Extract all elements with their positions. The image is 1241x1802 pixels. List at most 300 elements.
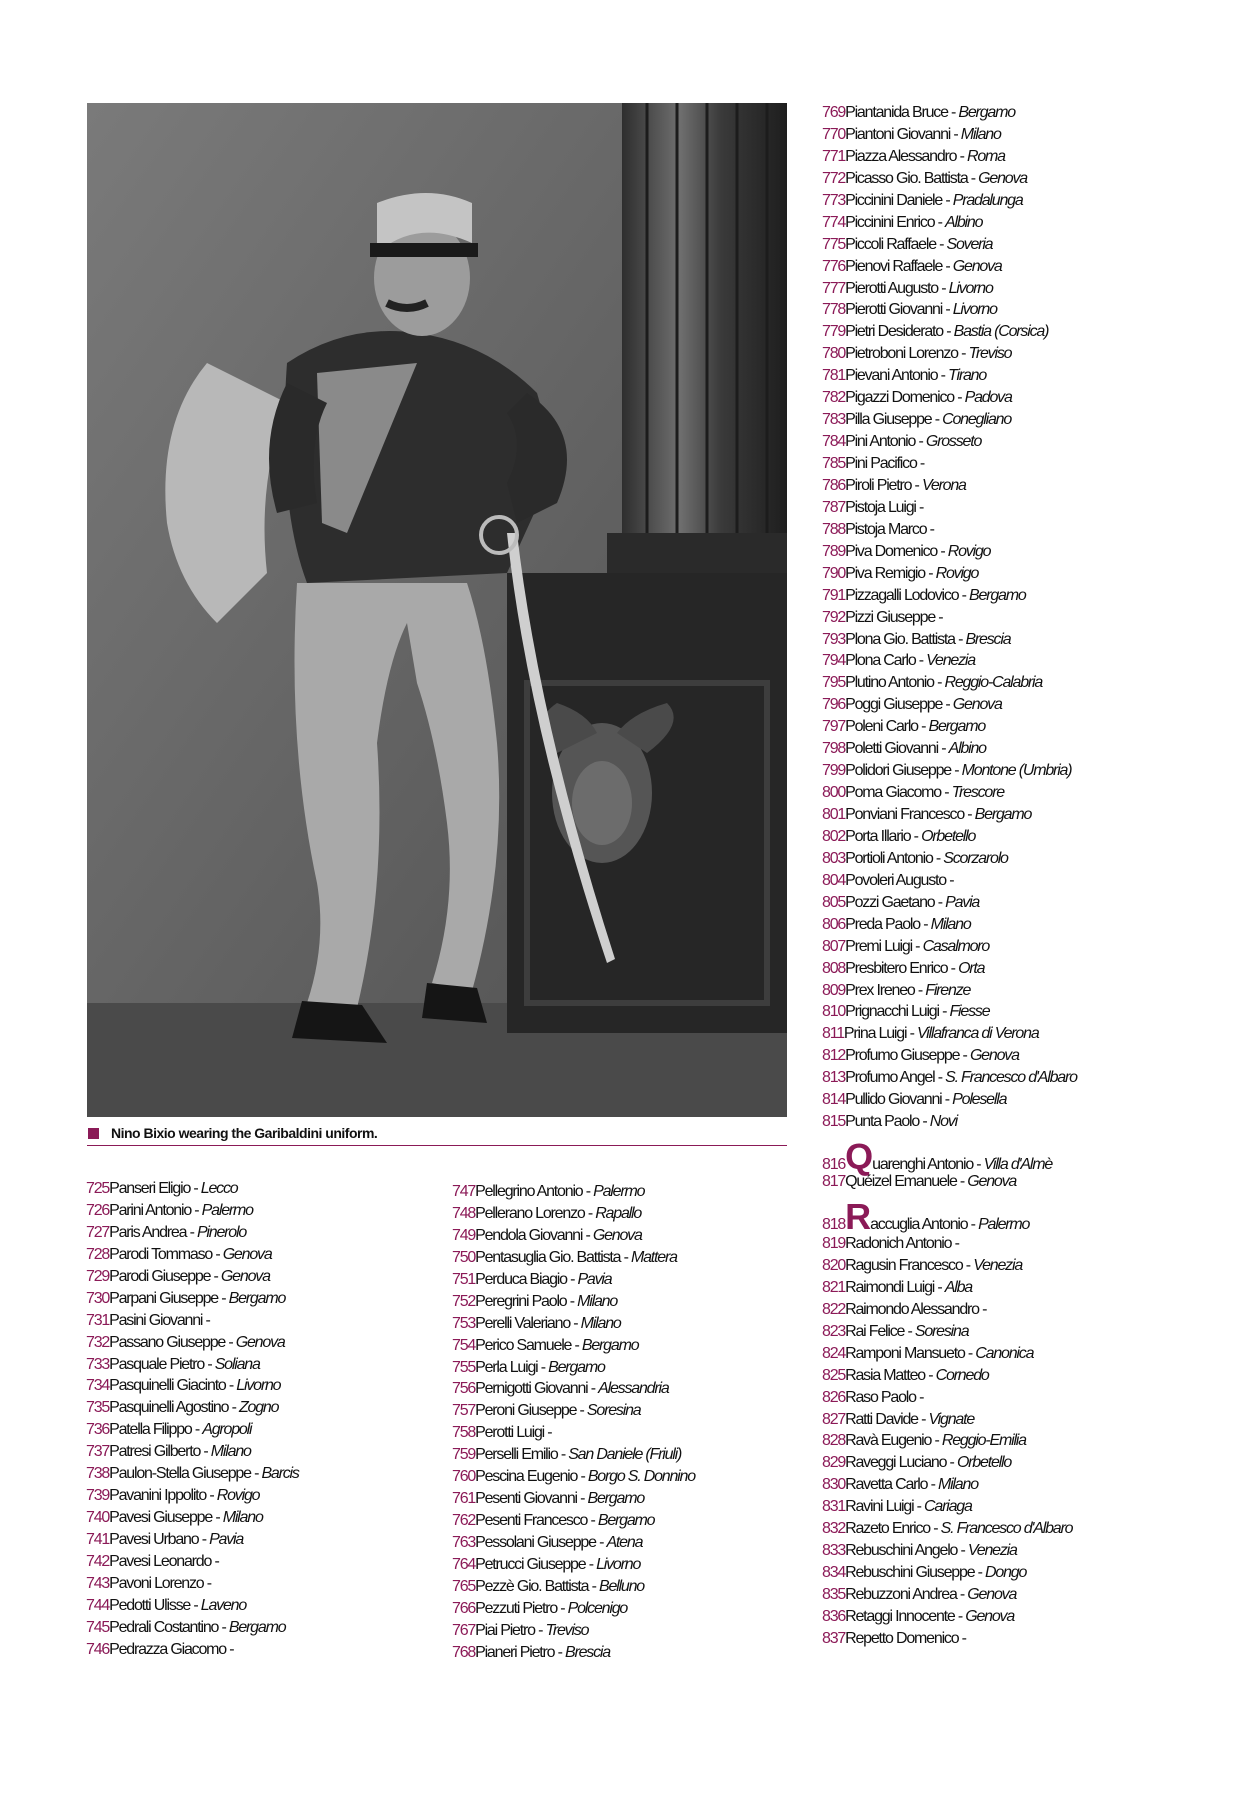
list-item-746: [86, 1639, 299, 1661]
entry-number: 817: [822, 1173, 846, 1191]
entry-number: 763: [452, 1534, 476, 1551]
list-item-811: [822, 1023, 1077, 1045]
entry-number: 746: [86, 1640, 110, 1658]
list-item-750: [452, 1247, 695, 1269]
entry-number: 742: [86, 1552, 110, 1570]
section-letter-q: Q: [845, 1136, 873, 1178]
entry-name: Pistoja Luigi -: [845, 498, 924, 516]
list-item-799: [822, 760, 1077, 782]
entry-number: 744: [86, 1596, 110, 1614]
entry-number: 785: [822, 455, 846, 472]
entry-name: Pozzi Gaetano -: [845, 893, 946, 911]
entry-place: Treviso: [968, 345, 1012, 363]
entry-place: Soveria: [946, 235, 993, 253]
entry-place: Scorzarolo: [943, 849, 1008, 867]
entry-place: Bergamo: [228, 1618, 286, 1636]
entry-name: Piva Remigio -: [845, 564, 936, 582]
entry-place: Alessandria: [598, 1380, 669, 1398]
entry-place: Firenze: [925, 981, 971, 999]
entry-name: Pesenti Francesco -: [475, 1512, 598, 1530]
entry-name: Parodi Tommaso -: [109, 1245, 223, 1263]
entry-name: Pasini Giovanni -: [109, 1311, 210, 1329]
entry-number: 767: [452, 1621, 476, 1639]
entry-name: Poletti Giovanni -: [845, 740, 949, 758]
list-item-820: [822, 1255, 1077, 1277]
entry-place: Genova: [965, 1607, 1015, 1625]
list-item-765: [452, 1576, 695, 1598]
entry-name: Ragusin Francesco -: [845, 1256, 974, 1274]
entry-number: 781: [822, 367, 846, 385]
entry-name: Peregrini Paolo -: [475, 1292, 578, 1310]
entry-place: Orta: [958, 959, 985, 977]
list-item-728: [86, 1244, 299, 1266]
entry-name: Pievani Antonio -: [845, 367, 949, 385]
list-item-798: [822, 738, 1077, 760]
entry-number: 753: [452, 1314, 476, 1332]
list-item-802: [822, 826, 1077, 848]
entry-place: Fiesse: [949, 1003, 990, 1021]
entry-number: 751: [452, 1270, 476, 1288]
entry-name: Ratti Davide -: [845, 1410, 929, 1428]
entry-name: Panseri Eligio -: [109, 1180, 201, 1197]
entry-number: 819: [822, 1235, 846, 1252]
entry-place: Treviso: [545, 1621, 589, 1639]
list-item-834: [822, 1562, 1077, 1584]
list-item-806: [822, 914, 1077, 936]
entry-name: Piroli Pietro -: [845, 476, 922, 494]
entry-number: 727: [86, 1223, 110, 1241]
list-item-733: [86, 1354, 299, 1376]
list-item-735: [86, 1397, 299, 1419]
entry-name: Piai Pietro -: [475, 1621, 546, 1639]
entry-name: Perselli Emilio -: [475, 1446, 569, 1464]
entry-number: 778: [822, 301, 846, 319]
entry-number: 758: [452, 1424, 476, 1442]
list-item-766: [452, 1598, 695, 1620]
entry-place: Milano: [222, 1509, 263, 1527]
entry-number: 740: [86, 1509, 110, 1527]
entry-name: Razeto Enrico -: [845, 1520, 941, 1538]
list-item-730: [86, 1288, 299, 1310]
entry-place: Genova: [222, 1245, 272, 1263]
entry-place: Rapallo: [595, 1204, 642, 1222]
entry-number: 810: [822, 1003, 846, 1021]
photo-caption: [87, 1124, 787, 1146]
entry-number: 798: [822, 740, 846, 758]
names-list-p: [822, 102, 1077, 1133]
list-item-830: [822, 1474, 1077, 1496]
list-item-743: [86, 1573, 299, 1595]
entry-name: Porta Illario -: [845, 827, 922, 845]
entry-place: Atena: [606, 1534, 643, 1551]
entry-number: 807: [822, 937, 846, 955]
entry-number: 766: [452, 1599, 476, 1617]
entry-name: Perelli Valeriano -: [475, 1314, 581, 1332]
entry-name: Pierotti Augusto -: [845, 279, 949, 297]
entry-name: Poma Giacomo -: [845, 784, 952, 802]
list-item-788: [822, 519, 1077, 541]
entry-name: Patella Filippo -: [109, 1421, 203, 1439]
entry-number: 820: [822, 1256, 846, 1274]
entry-name: Preda Paolo -: [845, 915, 931, 933]
entry-place: Bergamo: [974, 806, 1032, 823]
entry-place: Montone (Umbria): [961, 762, 1072, 780]
section-letter-r: R: [845, 1196, 871, 1237]
entry-name: Pentasuglia Gio. Battista -: [475, 1248, 631, 1266]
entry-number: 831: [822, 1498, 846, 1516]
entry-place: Palermo: [201, 1201, 253, 1219]
entry-name: Paulon-Stella Giuseppe -: [109, 1465, 262, 1483]
list-item-824: [822, 1343, 1077, 1365]
entry-number: 736: [86, 1421, 110, 1439]
entry-name: Paris Andrea -: [109, 1223, 197, 1241]
list-item-727: [86, 1222, 299, 1244]
entry-number: 782: [822, 389, 846, 407]
entry-number: 796: [822, 696, 846, 714]
entry-place: Genova: [220, 1267, 270, 1285]
entry-place: Genova: [952, 257, 1002, 275]
entry-place: Grosseto: [925, 433, 982, 451]
entry-number: 790: [822, 564, 846, 582]
entry-number: 783: [822, 411, 846, 429]
entry-place: Vignate: [928, 1410, 975, 1428]
entry-place: Reggio-Calabria: [944, 674, 1043, 692]
entry-place: Orbetello: [921, 827, 976, 845]
entry-number: 726: [86, 1201, 110, 1219]
entry-place: Milano: [210, 1443, 251, 1461]
entry-place: Villafranca di Verona: [916, 1025, 1039, 1043]
entry-place: Genova: [969, 1047, 1019, 1065]
entry-name: Pellegrino Antonio -: [475, 1183, 594, 1200]
list-item-744: [86, 1595, 299, 1617]
entry-number: 762: [452, 1512, 476, 1530]
entry-name: Pessolani Giuseppe -: [475, 1534, 607, 1551]
entry-place: Livorno: [952, 301, 997, 319]
list-item-767: [452, 1620, 695, 1642]
entry-number: 777: [822, 279, 846, 297]
list-item-829: [822, 1452, 1077, 1474]
list-item-789: [822, 541, 1077, 563]
entry-name: Pavesi Urbano -: [109, 1531, 210, 1548]
entry-place: Milano: [930, 915, 971, 933]
entry-number: 755: [452, 1358, 476, 1376]
entry-number: 737: [86, 1443, 110, 1461]
entry-name: Pianeri Pietro -: [475, 1643, 565, 1661]
entry-name: Parodi Giuseppe -: [109, 1267, 221, 1285]
entry-name: Rai Felice -: [845, 1322, 915, 1340]
list-item-814: [822, 1089, 1077, 1111]
list-item-823: [822, 1321, 1077, 1343]
list-item-780: [822, 343, 1077, 365]
entry-name: Pigazzi Domenico -: [845, 389, 965, 407]
list-item-792: [822, 607, 1077, 629]
entry-place: Dongo: [985, 1564, 1027, 1582]
entry-name: Portioli Antonio -: [845, 849, 944, 867]
entry-place: Zogno: [238, 1399, 279, 1417]
entry-place: S. Francesco d'Albaro: [940, 1520, 1073, 1538]
portrait-illustration: [87, 103, 787, 1117]
list-item-742: [86, 1551, 299, 1573]
entry-number: 808: [822, 959, 846, 977]
entry-number: 811: [822, 1025, 844, 1043]
entry-number: 786: [822, 476, 846, 494]
entry-name: Perla Luigi -: [475, 1358, 549, 1376]
entry-number: 772: [822, 169, 846, 187]
entry-name: Ramponi Mansueto -: [845, 1344, 976, 1362]
entry-name: Perico Samuele -: [475, 1336, 582, 1354]
entry-number: 813: [822, 1069, 846, 1087]
list-item-836: [822, 1606, 1077, 1628]
list-item-751: [452, 1269, 695, 1291]
entry-name: Raso Paolo -: [845, 1388, 924, 1406]
list-item-809: [822, 980, 1077, 1002]
entry-name: Passano Giuseppe -: [109, 1333, 236, 1351]
caption-text: Nino Bixio wearing the Garibaldini uniform.: [111, 1125, 378, 1141]
entry-number: 764: [452, 1555, 476, 1573]
entry-number: 774: [822, 213, 846, 231]
entry-name: Pasquale Pietro -: [109, 1355, 215, 1373]
entry-place: Venezia: [926, 652, 975, 670]
entry-place: Brescia: [564, 1643, 610, 1661]
entry-number: 828: [822, 1432, 846, 1450]
entry-number: 765: [452, 1577, 476, 1595]
entry-name: Perotti Luigi -: [475, 1424, 552, 1442]
list-item-761: [452, 1488, 695, 1510]
entry-number: 757: [452, 1402, 476, 1420]
entry-place: Genova: [978, 169, 1027, 187]
list-item-732: [86, 1332, 299, 1354]
entry-number: 789: [822, 542, 846, 560]
list-item-800: [822, 782, 1077, 804]
entry-place: Albino: [945, 213, 983, 231]
entry-number: 735: [86, 1399, 110, 1417]
entry-place: Pradalunga: [952, 191, 1023, 209]
list-item-762: [452, 1510, 695, 1532]
entry-number: 747: [452, 1183, 476, 1200]
names-column-1: [86, 1178, 299, 1661]
entry-number: 731: [86, 1311, 110, 1329]
entry-name: Retaggi Innocente -: [845, 1607, 966, 1625]
entry-number: 759: [452, 1446, 476, 1464]
entry-number: 805: [822, 893, 846, 911]
entry-name: Pedrali Costantino -: [109, 1618, 229, 1636]
entry-number: 761: [452, 1490, 476, 1508]
entry-place: Reggio-Emilia: [941, 1432, 1026, 1450]
entry-place: Barcis: [261, 1465, 299, 1483]
entry-place: Bergamo: [228, 1289, 286, 1307]
entry-number: 732: [86, 1333, 110, 1351]
entry-name: Ravetta Carlo -: [845, 1476, 938, 1494]
entry-number: 801: [822, 806, 846, 823]
entry-place: Conegliano: [942, 411, 1012, 429]
list-item-808: [822, 958, 1077, 980]
entry-number: 812: [822, 1047, 846, 1065]
list-item-781: [822, 365, 1077, 387]
entry-place: Polesella: [952, 1091, 1007, 1109]
entry-place: Milano: [580, 1314, 621, 1332]
entry-place: Laveno: [200, 1596, 247, 1614]
entry-number: 815: [822, 1113, 846, 1131]
entry-name: Raimondo Alessandro -: [845, 1300, 987, 1318]
entry-name: Pasquinelli Giacinto -: [109, 1377, 237, 1395]
entry-place: Borgo S. Donnino: [587, 1468, 695, 1486]
entry-number: 836: [822, 1607, 846, 1625]
entry-name: Presbitero Enrico -: [845, 959, 959, 977]
entry-place: Belluno: [599, 1577, 644, 1595]
list-item-755: [452, 1357, 695, 1379]
entry-name: Pini Pacifico -: [845, 455, 925, 472]
list-item-734: [86, 1375, 299, 1397]
list-item-757: [452, 1400, 695, 1422]
list-item-828: [822, 1430, 1077, 1452]
list-item-745: [86, 1617, 299, 1639]
list-item-740: [86, 1507, 299, 1529]
entry-number: 826: [822, 1388, 846, 1406]
entry-name: Peroni Giuseppe -: [475, 1402, 587, 1420]
entry-place: Milano: [937, 1476, 978, 1494]
list-item-763: [452, 1532, 695, 1554]
list-item-759: [452, 1444, 695, 1466]
list-item-770: [822, 124, 1077, 146]
entry-name: Pavanini Ippolito -: [109, 1487, 217, 1505]
entry-name: Pescina Eugenio -: [475, 1468, 588, 1486]
entry-number: 730: [86, 1289, 110, 1307]
entry-place: Soliana: [214, 1355, 260, 1373]
entry-place: Cornedo: [935, 1366, 989, 1384]
entry-place: Soresina: [586, 1402, 641, 1420]
entry-number: 771: [822, 147, 846, 165]
list-item-725: [86, 1178, 299, 1200]
entry-number: 780: [822, 345, 846, 363]
entry-place: Genova: [592, 1226, 642, 1244]
list-item-805: [822, 892, 1077, 914]
entry-number: 760: [452, 1468, 476, 1486]
entry-number: 734: [86, 1377, 110, 1395]
entry-name: Premi Luigi -: [845, 937, 923, 955]
entry-name: Poleni Carlo -: [845, 718, 929, 736]
entry-number: 745: [86, 1618, 110, 1636]
entry-number: 806: [822, 915, 846, 933]
entry-place: Canonica: [975, 1344, 1034, 1362]
entry-name: Rebuschini Giuseppe -: [845, 1564, 986, 1582]
entry-number: 749: [452, 1226, 476, 1244]
entry-name: Pietroboni Lorenzo -: [845, 345, 969, 363]
list-item-793: [822, 629, 1077, 651]
entry-name: Piccoli Raffaele -: [845, 235, 947, 253]
entry-name: Pavoni Lorenzo -: [109, 1574, 211, 1592]
entry-name: Ravini Luigi -: [845, 1498, 925, 1516]
entry-place: San Daniele (Friuli): [568, 1446, 682, 1464]
entry-name: Pierotti Giovanni -: [845, 301, 953, 319]
entry-number: 729: [86, 1267, 110, 1285]
entry-place: Rovigo: [947, 542, 991, 560]
entry-name: Pizzi Giuseppe -: [845, 608, 943, 626]
entry-number: 752: [452, 1292, 476, 1310]
entry-number: 756: [452, 1380, 476, 1398]
entry-place: Brescia: [965, 630, 1011, 648]
entry-number: 754: [452, 1336, 476, 1354]
entry-place: Roma: [966, 147, 1005, 165]
list-item-810: [822, 1001, 1077, 1023]
entry-place: Polcenigo: [567, 1599, 628, 1617]
list-item-815: [822, 1111, 1077, 1133]
entry-number: 750: [452, 1248, 476, 1266]
entry-number: 800: [822, 784, 846, 802]
entry-name: Pizzagalli Lodovico -: [845, 586, 970, 604]
entry-number: 788: [822, 520, 846, 538]
entry-number: 827: [822, 1410, 846, 1428]
list-item-774: [822, 212, 1077, 234]
list-item-795: [822, 672, 1077, 694]
list-item-796: [822, 694, 1077, 716]
entry-number: 832: [822, 1520, 846, 1538]
entry-name: Pistoja Marco -: [845, 520, 934, 538]
list-item-726: [86, 1200, 299, 1222]
entry-place: Bastia (Corsica): [953, 323, 1049, 341]
entry-number: 791: [822, 586, 846, 604]
entry-name: Parini Antonio -: [109, 1201, 202, 1219]
list-item-832: [822, 1518, 1077, 1540]
entry-place: Cariaga: [924, 1498, 972, 1516]
entry-name: Repetto Domenico -: [845, 1629, 966, 1647]
entry-place: Livorno: [948, 279, 993, 297]
list-item-752: [452, 1291, 695, 1313]
list-item-737: [86, 1441, 299, 1463]
entry-place: Agropoli: [202, 1421, 252, 1439]
entry-place: Rovigo: [935, 564, 979, 582]
entry-number: 792: [822, 608, 846, 626]
list-item-775: [822, 234, 1077, 256]
entry-name: Piantanida Bruce -: [845, 104, 959, 121]
entry-name: Pavesi Giuseppe -: [109, 1509, 223, 1527]
entry-place: Mattera: [630, 1248, 677, 1266]
entry-number: 773: [822, 191, 846, 209]
entry-name: Petrucci Giuseppe -: [475, 1555, 597, 1573]
entry-number: 834: [822, 1564, 846, 1582]
entry-name: Pesenti Giovanni -: [475, 1490, 588, 1508]
entry-place: Verona: [921, 476, 966, 494]
list-item-786: [822, 475, 1077, 497]
entry-name: Pietri Desiderato -: [845, 323, 954, 341]
entry-name: Pilla Giuseppe -: [845, 411, 943, 429]
entry-number: 814: [822, 1091, 846, 1109]
list-item-769: [822, 102, 1077, 124]
list-item-804: [822, 870, 1077, 892]
entry-number: 821: [822, 1278, 846, 1296]
entry-number: 725: [86, 1180, 110, 1197]
list-item-754: [452, 1335, 695, 1357]
entry-name: Plutino Antonio -: [845, 674, 945, 692]
list-item-741: [86, 1529, 299, 1551]
list-item-819: [822, 1233, 1077, 1255]
entry-number: 833: [822, 1542, 846, 1560]
entry-name: Rebuzzoni Andrea -: [845, 1586, 968, 1603]
entry-place: Genova: [235, 1333, 285, 1351]
entry-place: Pavia: [577, 1270, 612, 1288]
entry-number: 804: [822, 871, 846, 889]
entry-name: Pavesi Leonardo -: [109, 1552, 219, 1570]
entry-name: Piccinini Enrico -: [845, 213, 946, 231]
entry-number: 823: [822, 1322, 846, 1340]
entry-name: Profumo Giuseppe -: [845, 1047, 970, 1065]
entry-name: Quéizel Emanuele -: [845, 1173, 968, 1191]
list-item-835: [822, 1584, 1077, 1606]
entry-name: Pienovi Raffaele -: [845, 257, 953, 275]
list-item-776: [822, 256, 1077, 278]
entry-place: Genova: [967, 1173, 1017, 1191]
entry-place: Trescore: [951, 784, 1004, 802]
entry-number: 825: [822, 1366, 846, 1384]
